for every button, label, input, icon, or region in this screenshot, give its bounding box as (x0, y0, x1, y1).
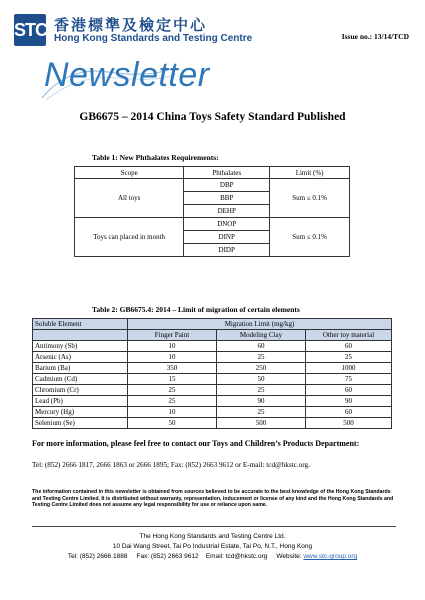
column-header: Soluble Element (33, 319, 128, 330)
element-cell: Barium (Ba) (33, 363, 128, 374)
limit-value-cell: 25 (306, 352, 392, 363)
limit-value-cell: 250 (217, 363, 306, 374)
company-logo (14, 14, 46, 46)
limit-value-cell: 1000 (306, 363, 392, 374)
limit-value-cell: 75 (306, 374, 392, 385)
column-header: Other toy material (306, 330, 392, 341)
limit-value-cell: 15 (128, 374, 217, 385)
table-row (33, 374, 392, 385)
company-name-english: Hong Kong Standards and Testing Centre (54, 33, 253, 44)
column-header: Modeling Clay (217, 330, 306, 341)
table-row (75, 218, 350, 231)
phthalates-table (74, 166, 350, 257)
column-header: Finger Paint (128, 330, 217, 341)
limit-value-cell: 25 (217, 385, 306, 396)
table2-caption: Table 2: GB6675.4: 2014 – Limit of migration of certain elements (92, 305, 300, 314)
disclaimer: The information contained in this newsletter is obtained from sources believed to be accurate to the best knowledge of the Hong Kong Standards and Testing Centre Limited. It is distributed without warranty, representation, inducement or license of any kind and the Hong Kong Standards and Testing Centre Limited does not assume any legal responsibility for use or reliance upon same. (32, 489, 394, 509)
table1-caption: Table 1: New Phthalates Requirements: (92, 153, 219, 162)
element-cell: Cadmium (Cd) (33, 374, 128, 385)
scope-cell: All toys (75, 179, 184, 218)
empty-cell (33, 330, 128, 341)
phthalate-cell: DINP (184, 231, 270, 244)
column-header: Scope (75, 167, 184, 179)
limit-value-cell: 25 (128, 396, 217, 407)
limit-value-cell: 25 (128, 385, 217, 396)
limit-value-cell: 10 (128, 407, 217, 418)
limit-value-cell: 350 (128, 363, 217, 374)
element-cell: Arsenic (As) (33, 352, 128, 363)
table-row (33, 341, 392, 352)
logo-mark: STC (14, 20, 47, 40)
table-row (33, 396, 392, 407)
limit-value-cell: 50 (128, 418, 217, 429)
limit-cell: Sum ≤ 0.1% (270, 179, 350, 218)
element-cell: Chromium (Cr) (33, 385, 128, 396)
element-cell: Mercury (Hg) (33, 407, 128, 418)
footer-contact-text: Tel: (852) 2666 1888 Fax: (852) 2663 9612 Email: tcd@hkstc.org Website: (67, 553, 304, 560)
table-header-row (33, 319, 392, 330)
footer-company: The Hong Kong Standards and Testing Centre Ltd. (139, 533, 286, 540)
limit-value-cell: 500 (217, 418, 306, 429)
phthalate-cell: DBP (184, 179, 270, 192)
column-header: Limit (%) (270, 167, 350, 179)
website-link[interactable]: www.stc-group.org (303, 553, 358, 560)
scope-cell: Toys can placed in month (75, 218, 184, 257)
contact-line: For more information, please feel free to contact our Toys and Children’s Products Department: (32, 439, 360, 448)
limit-value-cell: 25 (217, 407, 306, 418)
headline: GB6675 – 2014 China Toys Safety Standard Published (79, 111, 346, 123)
table-row (33, 352, 392, 363)
phthalate-cell: DNOP (184, 218, 270, 231)
group-header: Migration Limit (mg/kg) (128, 319, 392, 330)
limit-value-cell: 10 (128, 341, 217, 352)
phthalate-cell: DIDP (184, 244, 270, 257)
phthalate-cell: BBP (184, 192, 270, 205)
table-row (33, 363, 392, 374)
limit-value-cell: 25 (217, 352, 306, 363)
table-row (33, 385, 392, 396)
element-cell: Antimony (Sb) (33, 341, 128, 352)
limit-value-cell: 500 (306, 418, 392, 429)
element-cell: Lead (Pb) (33, 396, 128, 407)
table-header-row (75, 167, 350, 179)
limit-value-cell: 60 (217, 341, 306, 352)
column-header: Phthalates (184, 167, 270, 179)
limit-cell: Sum ≤ 0.1% (270, 218, 350, 257)
element-cell: Selenium (Se) (33, 418, 128, 429)
limit-value-cell: 90 (217, 396, 306, 407)
table-row (75, 179, 350, 192)
migration-limit-table (32, 318, 392, 429)
limit-value-cell: 60 (306, 341, 392, 352)
limit-value-cell: 50 (217, 374, 306, 385)
limit-value-cell: 90 (306, 396, 392, 407)
company-name-chinese: 香港標準及檢定中心 (54, 16, 208, 34)
footer-divider (32, 526, 396, 527)
footer-address: 10 Dai Wang Street, Tai Po Industrial Estate, Tai Po, N.T., Hong Kong (112, 543, 313, 550)
table-subheader-row (33, 330, 392, 341)
table-row (33, 418, 392, 429)
footer-contacts (0, 553, 425, 560)
contact-tel: Tel: (852) 2666 1817, 2666 1863 or 2666 1895; Fax: (852) 2663 9612 or E-mail: tcd@hkstc.org. (32, 461, 310, 469)
limit-value-cell: 60 (306, 407, 392, 418)
issue-number: Issue no.: 13/14/TCD (341, 32, 409, 41)
limit-value-cell: 10 (128, 352, 217, 363)
newsletter-title: Newsletter (44, 56, 210, 94)
table-row (33, 407, 392, 418)
phthalate-cell: DEHP (184, 205, 270, 218)
limit-value-cell: 60 (306, 385, 392, 396)
